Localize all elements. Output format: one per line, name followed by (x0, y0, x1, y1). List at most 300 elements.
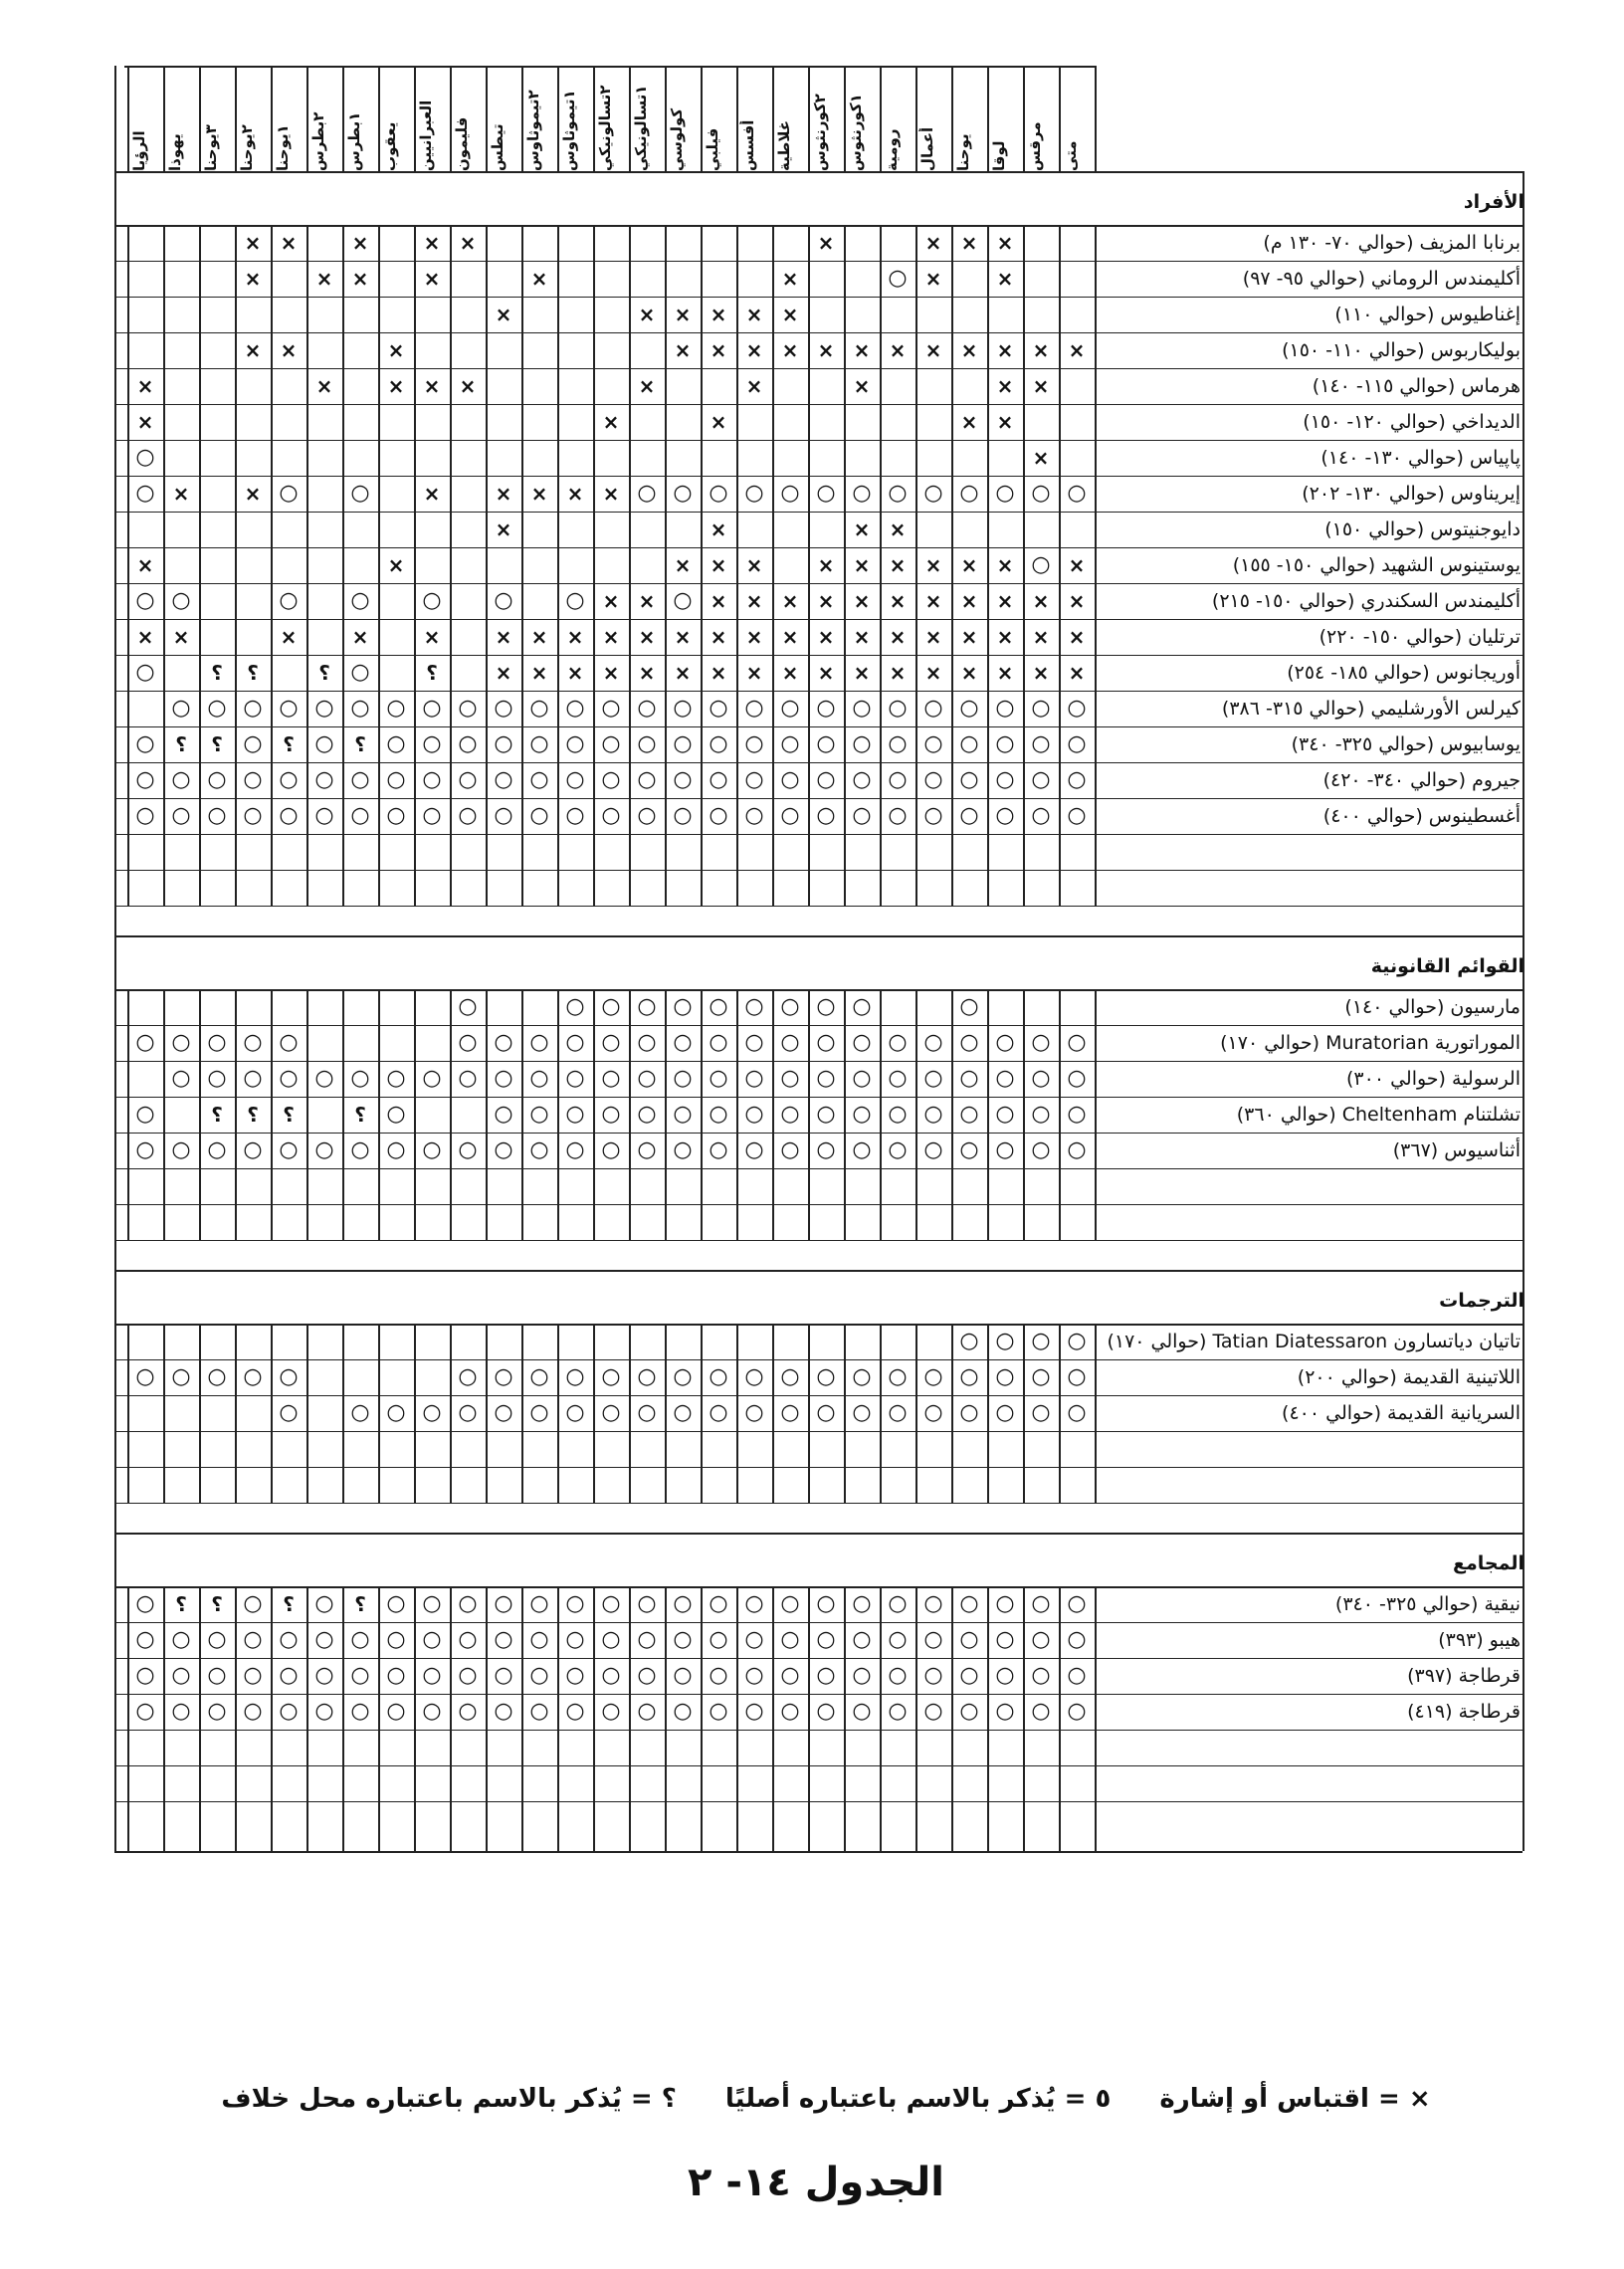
column-divider (557, 1586, 559, 1851)
circle-mark: ○ (350, 1627, 370, 1652)
cross-mark: × (315, 374, 333, 398)
circle-mark: ○ (637, 1364, 657, 1389)
circle-mark: ○ (386, 1102, 406, 1127)
circle-mark: ○ (458, 731, 478, 756)
cross-mark: × (889, 661, 907, 685)
cross-mark: × (960, 410, 978, 434)
cross-mark: × (530, 267, 548, 291)
row-divider (114, 1801, 1522, 1802)
cross-mark: × (638, 589, 656, 613)
circle-mark: ○ (565, 731, 585, 756)
column-divider (772, 1324, 774, 1503)
circle-mark: ○ (279, 481, 299, 506)
circle-mark: ○ (243, 1699, 263, 1724)
circle-mark: ○ (458, 1699, 478, 1724)
circle-mark: ○ (314, 1591, 334, 1616)
circle-mark: ○ (673, 767, 693, 792)
circle-mark: ○ (888, 1102, 908, 1127)
circle-mark: ○ (780, 1627, 800, 1652)
circle-mark: ○ (171, 1364, 191, 1389)
cross-mark: × (172, 482, 190, 506)
question-mark: ؟ (354, 1103, 366, 1127)
circle-mark: ○ (1031, 1400, 1051, 1425)
row-divider (114, 1168, 1522, 1169)
cross-mark: × (996, 374, 1014, 398)
column-divider (486, 225, 488, 906)
circle-mark: ○ (135, 1699, 155, 1724)
circle-mark: ○ (923, 481, 943, 506)
circle-mark: ○ (279, 1137, 299, 1162)
circle-mark: ○ (458, 1400, 478, 1425)
cross-mark: × (960, 625, 978, 649)
circle-mark: ○ (422, 1400, 442, 1425)
circle-mark: ○ (888, 1400, 908, 1425)
cross-mark: × (423, 482, 441, 506)
row-divider (114, 655, 1522, 656)
section-title: الترجمات (1439, 1290, 1524, 1312)
circle-mark: ○ (852, 1591, 872, 1616)
column-divider (951, 66, 953, 171)
circle-mark: ○ (422, 1627, 442, 1652)
circle-mark: ○ (601, 1699, 621, 1724)
circle-mark: ○ (314, 1627, 334, 1652)
circle-mark: ○ (350, 803, 370, 828)
circle-mark: ○ (780, 1364, 800, 1389)
row-divider (114, 547, 1522, 548)
cross-mark: × (423, 625, 441, 649)
circle-mark: ○ (243, 1627, 263, 1652)
question-mark: ؟ (175, 1592, 187, 1616)
question-mark: ؟ (283, 1103, 295, 1127)
circle-mark: ○ (780, 1699, 800, 1724)
circle-mark: ○ (816, 1137, 836, 1162)
cross-mark: × (459, 374, 477, 398)
circle-mark: ○ (673, 1030, 693, 1055)
cross-mark: × (602, 625, 620, 649)
section-header-border (114, 1324, 1522, 1326)
circle-mark: ○ (673, 1364, 693, 1389)
circle-mark: ○ (959, 1030, 979, 1055)
column-header: ٢يوحنا (238, 124, 256, 171)
row-divider (114, 583, 1522, 584)
row-divider (114, 691, 1522, 692)
circle-mark: ○ (601, 1066, 621, 1091)
circle-mark: ○ (314, 731, 334, 756)
circle-mark: ○ (852, 767, 872, 792)
circle-mark: ○ (959, 1329, 979, 1353)
row-label: قرطاجة (٣٩٧) (1407, 1665, 1521, 1687)
column-divider (450, 1586, 452, 1851)
circle-mark: ○ (314, 1137, 334, 1162)
circle-mark: ○ (816, 731, 836, 756)
circle-mark: ○ (1067, 767, 1087, 792)
row-divider (114, 1730, 1522, 1731)
column-divider (808, 66, 810, 171)
column-divider (629, 1586, 631, 1851)
circle-mark: ○ (995, 731, 1015, 756)
cross-mark: × (674, 303, 692, 326)
circle-mark: ○ (959, 994, 979, 1019)
circle-mark: ○ (959, 731, 979, 756)
circle-mark: ○ (852, 1663, 872, 1688)
row-label: بوليكاربوس (حوالي ١١٠- ١٥٠) (1282, 339, 1521, 361)
column-divider (880, 66, 882, 171)
circle-mark: ○ (780, 767, 800, 792)
circle-mark: ○ (888, 1030, 908, 1055)
circle-mark: ○ (637, 1699, 657, 1724)
circle-mark: ○ (1031, 481, 1051, 506)
column-header: يعقوب (381, 121, 399, 171)
cross-mark: × (280, 625, 298, 649)
row-label: أوريجانوس (حوالي ١٨٥- ٢٥٤) (1287, 662, 1521, 684)
circle-mark: ○ (458, 1066, 478, 1091)
row-label: الديداخي (حوالي ١٢٠- ١٥٠) (1303, 411, 1521, 433)
column-divider (271, 1586, 273, 1851)
circle-mark: ○ (816, 767, 836, 792)
circle-mark: ○ (207, 767, 227, 792)
circle-mark: ○ (780, 1030, 800, 1055)
circle-mark: ○ (709, 1030, 728, 1055)
column-divider (629, 66, 631, 171)
section-gap-border (114, 1270, 1522, 1272)
circle-mark: ○ (422, 696, 442, 721)
column-divider (844, 1324, 846, 1503)
cross-mark: × (280, 338, 298, 362)
cross-mark: × (996, 338, 1014, 362)
circle-mark: ○ (243, 696, 263, 721)
row-divider (114, 1061, 1522, 1062)
circle-mark: ○ (709, 1627, 728, 1652)
column-divider (1095, 989, 1097, 1240)
circle-mark: ○ (207, 1663, 227, 1688)
circle-mark: ○ (314, 1066, 334, 1091)
cross-mark: × (817, 231, 835, 255)
circle-mark: ○ (780, 1102, 800, 1127)
circle-mark: ○ (529, 1102, 549, 1127)
circle-mark: ○ (350, 588, 370, 613)
row-divider (114, 798, 1522, 799)
circle-mark: ○ (780, 1400, 800, 1425)
column-divider (378, 1586, 380, 1851)
column-divider (629, 225, 631, 906)
circle-mark: ○ (243, 803, 263, 828)
cross-mark: × (495, 482, 512, 506)
circle-mark: ○ (601, 731, 621, 756)
column-divider (486, 989, 488, 1240)
circle-mark: ○ (494, 731, 513, 756)
circle-mark: ○ (135, 1030, 155, 1055)
column-divider (271, 66, 273, 171)
row-divider (114, 619, 1522, 620)
circle-mark: ○ (565, 1102, 585, 1127)
row-label: اللاتينية القديمة (حوالي ٢٠٠) (1297, 1366, 1521, 1388)
circle-mark: ○ (780, 731, 800, 756)
circle-mark: ○ (243, 1663, 263, 1688)
cross-mark: × (1032, 589, 1050, 613)
section-title: المجامع (1453, 1552, 1524, 1574)
circle-mark: ○ (673, 1400, 693, 1425)
column-divider (127, 1324, 129, 1503)
column-divider (306, 66, 308, 171)
circle-mark: ○ (1031, 1663, 1051, 1688)
cross-mark: × (781, 338, 799, 362)
section-header-border (114, 225, 1522, 227)
circle-mark: ○ (565, 1627, 585, 1652)
row-label: كيرلس الأورشليمي (حوالي ٣١٥- ٣٨٦) (1221, 698, 1521, 720)
column-header: ٢بطرس (309, 111, 327, 171)
cross-mark: × (315, 267, 333, 291)
circle-mark: ○ (565, 1030, 585, 1055)
table-bottom-border (114, 1851, 1522, 1853)
circle-mark: ○ (959, 1663, 979, 1688)
row-divider (114, 261, 1522, 262)
column-header: الرؤيا (130, 130, 148, 171)
cross-mark: × (638, 374, 656, 398)
circle-mark: ○ (1067, 731, 1087, 756)
cross-mark: × (710, 410, 727, 434)
column-divider (593, 225, 595, 906)
circle-mark: ○ (601, 1364, 621, 1389)
cross-mark: × (423, 231, 441, 255)
circle-mark: ○ (1067, 1400, 1087, 1425)
circle-mark: ○ (673, 1137, 693, 1162)
row-divider (114, 1025, 1522, 1026)
circle-mark: ○ (637, 1663, 657, 1688)
circle-mark: ○ (422, 588, 442, 613)
column-divider (593, 989, 595, 1240)
column-header: أعمال (918, 126, 936, 171)
circle-mark: ○ (135, 588, 155, 613)
circle-mark: ○ (494, 1663, 513, 1688)
cross-mark: × (924, 553, 942, 577)
cross-mark: × (244, 267, 262, 291)
circle-mark: ○ (1067, 1329, 1087, 1353)
cross-mark: × (351, 267, 369, 291)
circle-mark: ○ (1031, 552, 1051, 577)
question-mark: ؟ (354, 1592, 366, 1616)
circle-mark: ○ (207, 1137, 227, 1162)
circle-mark: ○ (458, 1364, 478, 1389)
column-divider (521, 66, 523, 171)
circle-mark: ○ (458, 1627, 478, 1652)
circle-mark: ○ (422, 1137, 442, 1162)
circle-mark: ○ (279, 1627, 299, 1652)
circle-mark: ○ (673, 588, 693, 613)
column-header: ٢كورنثوس (811, 94, 829, 171)
circle-mark: ○ (816, 1030, 836, 1055)
circle-mark: ○ (601, 1137, 621, 1162)
circle-mark: ○ (207, 803, 227, 828)
circle-mark: ○ (852, 696, 872, 721)
circle-mark: ○ (744, 1364, 764, 1389)
column-divider (199, 225, 201, 906)
circle-mark: ○ (637, 1591, 657, 1616)
row-divider (114, 1622, 1522, 1623)
cross-mark: × (530, 625, 548, 649)
row-label: الموراتورية Muratorian (حوالي ١٧٠) (1220, 1032, 1521, 1054)
cross-mark: × (781, 661, 799, 685)
circle-mark: ○ (709, 803, 728, 828)
circle-mark: ○ (709, 1663, 728, 1688)
circle-mark: ○ (744, 481, 764, 506)
circle-mark: ○ (780, 481, 800, 506)
circle-mark: ○ (243, 1591, 263, 1616)
cross-mark: × (674, 338, 692, 362)
circle-mark: ○ (637, 696, 657, 721)
cross-mark: × (674, 553, 692, 577)
circle-mark: ○ (601, 803, 621, 828)
circle-mark: ○ (529, 1364, 549, 1389)
circle-mark: ○ (135, 767, 155, 792)
row-divider (114, 297, 1522, 298)
circle-mark: ○ (744, 994, 764, 1019)
circle-mark: ○ (1031, 696, 1051, 721)
cross-mark: × (924, 338, 942, 362)
circle-mark: ○ (601, 1627, 621, 1652)
cross-mark: × (710, 553, 727, 577)
question-mark: ؟ (211, 661, 223, 685)
column-divider (951, 225, 953, 906)
circle-mark: ○ (1031, 1627, 1051, 1652)
column-divider (127, 989, 129, 1240)
column-header: متى (1062, 140, 1080, 171)
circle-mark: ○ (494, 1699, 513, 1724)
circle-mark: ○ (923, 1066, 943, 1091)
circle-mark: ○ (171, 1663, 191, 1688)
circle-mark: ○ (494, 1066, 513, 1091)
circle-mark: ○ (959, 1699, 979, 1724)
cross-mark: × (136, 553, 154, 577)
row-label: الرسولية (حوالي ٣٠٠) (1346, 1068, 1521, 1090)
column-divider (951, 989, 953, 1240)
circle-mark: ○ (816, 696, 836, 721)
circle-mark: ○ (637, 767, 657, 792)
circle-mark: ○ (744, 1591, 764, 1616)
circle-mark: ○ (995, 1364, 1015, 1389)
row-label: دايوجنيتوس (حوالي ١٥٠) (1324, 518, 1521, 540)
circle-mark: ○ (780, 1137, 800, 1162)
circle-mark: ○ (888, 1627, 908, 1652)
circle-mark: ○ (386, 1400, 406, 1425)
circle-mark: ○ (422, 1663, 442, 1688)
column-divider (557, 66, 559, 171)
column-header: كولوسي (668, 107, 686, 171)
circle-mark: ○ (386, 731, 406, 756)
column-header: ١كورنثوس (847, 94, 865, 171)
circle-mark: ○ (923, 803, 943, 828)
column-divider (987, 1324, 989, 1503)
cross-mark: × (889, 338, 907, 362)
circle-mark: ○ (673, 731, 693, 756)
cross-mark: × (1032, 446, 1050, 470)
circle-mark: ○ (565, 1066, 585, 1091)
row-label: تشلتنام Cheltenham (حوالي ٣٦٠) (1236, 1104, 1521, 1126)
circle-mark: ○ (565, 803, 585, 828)
circle-mark: ○ (529, 1030, 549, 1055)
row-divider (114, 404, 1522, 405)
column-header: يوحنا (954, 133, 972, 171)
circle-mark: ○ (207, 1030, 227, 1055)
column-divider (306, 1324, 308, 1503)
circle-mark: ○ (207, 1364, 227, 1389)
cross-mark: × (996, 589, 1014, 613)
column-divider (414, 1324, 416, 1503)
circle-mark: ○ (350, 660, 370, 685)
cross-mark: × (853, 338, 871, 362)
circle-mark: ○ (279, 696, 299, 721)
circle-mark: ○ (565, 1137, 585, 1162)
column-divider (235, 66, 237, 171)
circle-mark: ○ (744, 1400, 764, 1425)
cross-mark: × (817, 338, 835, 362)
cross-mark: × (781, 303, 799, 326)
column-divider (736, 225, 738, 906)
table-title: الجدول ١٤- ٢ (688, 2160, 944, 2205)
cross-mark: × (566, 482, 584, 506)
column-divider (199, 1324, 201, 1503)
column-divider (665, 989, 667, 1240)
cross-mark: × (889, 517, 907, 541)
cross-mark: × (853, 589, 871, 613)
row-divider (114, 870, 1522, 871)
circle-mark: ○ (171, 1699, 191, 1724)
circle-mark: ○ (995, 767, 1015, 792)
circle-mark: ○ (995, 1329, 1015, 1353)
circle-mark: ○ (637, 803, 657, 828)
column-header: ١يوحنا (274, 124, 292, 171)
circle-mark: ○ (637, 1627, 657, 1652)
circle-mark: ○ (529, 1400, 549, 1425)
circle-mark: ○ (923, 1364, 943, 1389)
header-bottom-border (114, 171, 1522, 173)
circle-mark: ○ (565, 1400, 585, 1425)
circle-mark: ○ (888, 1137, 908, 1162)
column-divider (414, 66, 416, 171)
cross-mark: × (996, 267, 1014, 291)
cross-mark: × (1032, 625, 1050, 649)
circle-mark: ○ (780, 1591, 800, 1616)
circle-mark: ○ (923, 731, 943, 756)
circle-mark: ○ (1067, 1699, 1087, 1724)
cross-mark: × (745, 338, 763, 362)
column-divider (736, 989, 738, 1240)
row-divider (114, 1431, 1522, 1432)
circle-mark: ○ (386, 696, 406, 721)
question-mark: ؟ (175, 732, 187, 756)
circle-mark: ○ (458, 1137, 478, 1162)
circle-mark: ○ (744, 1102, 764, 1127)
cross-mark: × (1032, 338, 1050, 362)
circle-mark: ○ (458, 1663, 478, 1688)
column-divider (127, 225, 129, 906)
column-divider (808, 225, 810, 906)
column-divider (199, 1586, 201, 1851)
circle-mark: ○ (637, 1137, 657, 1162)
cross-mark: × (853, 553, 871, 577)
circle-mark: ○ (314, 1699, 334, 1724)
column-divider (880, 1586, 882, 1851)
circle-mark: ○ (995, 1699, 1015, 1724)
column-divider (1023, 989, 1025, 1240)
column-header: ١بطرس (345, 111, 363, 171)
cross-mark: × (495, 625, 512, 649)
column-divider (1059, 989, 1061, 1240)
column-header: العبرانيين (417, 100, 435, 171)
circle-mark: ○ (816, 1364, 836, 1389)
circle-mark: ○ (279, 1400, 299, 1425)
table-right-border (1522, 171, 1524, 1851)
cross-mark: × (960, 661, 978, 685)
